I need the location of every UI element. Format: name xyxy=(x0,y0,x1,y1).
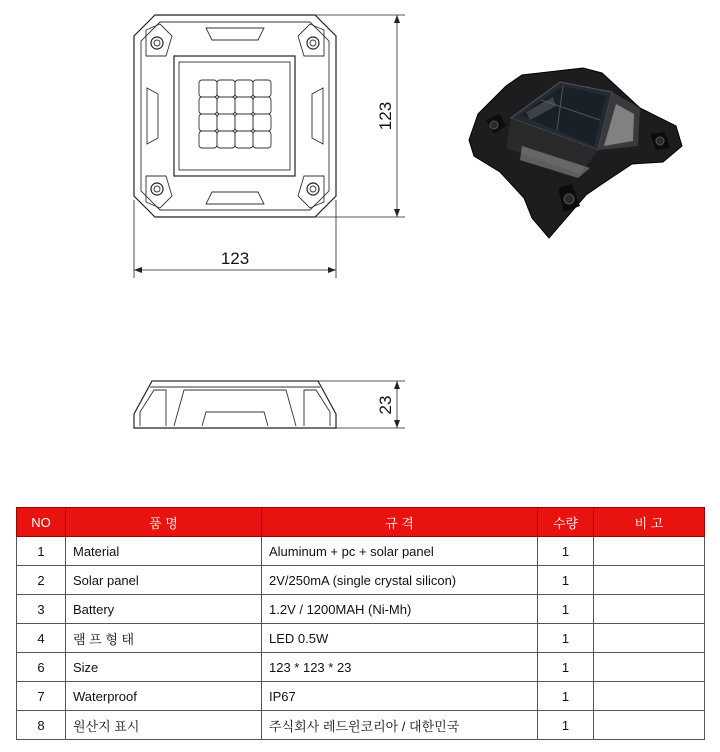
header-note: 비 고 xyxy=(594,508,705,537)
cell-no: 1 xyxy=(17,537,66,566)
header-qty: 수량 xyxy=(538,508,594,537)
cell-no: 7 xyxy=(17,682,66,711)
cell-item: Material xyxy=(66,537,262,566)
cell-note xyxy=(594,537,705,566)
cell-qty: 1 xyxy=(538,537,594,566)
header-no: NO xyxy=(17,508,66,537)
table-row xyxy=(17,537,705,566)
table-row xyxy=(17,711,705,740)
side-view-drawing xyxy=(134,381,405,428)
cell-spec: Aluminum + pc + solar panel xyxy=(262,537,538,566)
top-view-height-label: 123 xyxy=(376,101,395,131)
side-view-height-label: 23 xyxy=(376,395,395,415)
cell-note xyxy=(594,653,705,682)
table-row xyxy=(17,624,705,653)
cell-note xyxy=(594,595,705,624)
cell-spec: IP67 xyxy=(262,682,538,711)
cell-note xyxy=(594,624,705,653)
product-photo xyxy=(469,68,682,238)
cell-no: 2 xyxy=(17,566,66,595)
cell-qty: 1 xyxy=(538,682,594,711)
cell-item: Size xyxy=(66,653,262,682)
cell-no: 8 xyxy=(17,711,66,740)
cell-no: 3 xyxy=(17,595,66,624)
spec-table xyxy=(16,507,705,740)
header-spec: 규 격 xyxy=(262,508,538,537)
cell-qty: 1 xyxy=(538,653,594,682)
cell-item: Waterproof xyxy=(66,682,262,711)
cell-note xyxy=(594,682,705,711)
cell-qty: 1 xyxy=(538,595,594,624)
cell-qty: 1 xyxy=(538,711,594,740)
table-row xyxy=(17,653,705,682)
solar-panel-grid-drawing xyxy=(199,80,271,148)
top-view-drawing xyxy=(134,15,405,278)
cell-item: 원산지 표시 xyxy=(66,711,262,740)
cell-item: Solar panel xyxy=(66,566,262,595)
table-header-row xyxy=(17,508,705,537)
cell-item: Battery xyxy=(66,595,262,624)
cell-qty: 1 xyxy=(538,624,594,653)
cell-spec: 2V/250mA (single crystal silicon) xyxy=(262,566,538,595)
cell-note xyxy=(594,711,705,740)
cell-spec: 주식회사 레드윈코리아 / 대한민국 xyxy=(262,711,538,740)
top-view-width-label: 123 xyxy=(220,249,250,268)
table-row xyxy=(17,566,705,595)
table-row xyxy=(17,682,705,711)
cell-qty: 1 xyxy=(538,566,594,595)
cell-note xyxy=(594,566,705,595)
cell-no: 6 xyxy=(17,653,66,682)
cell-no: 4 xyxy=(17,624,66,653)
cell-item: 램 프 형 태 xyxy=(66,624,262,653)
table-row xyxy=(17,595,705,624)
cell-spec: 123 * 123 * 23 xyxy=(262,653,538,682)
header-item: 품 명 xyxy=(66,508,262,537)
cell-spec: LED 0.5W xyxy=(262,624,538,653)
cell-spec: 1.2V / 1200MAH (Ni-Mh) xyxy=(262,595,538,624)
